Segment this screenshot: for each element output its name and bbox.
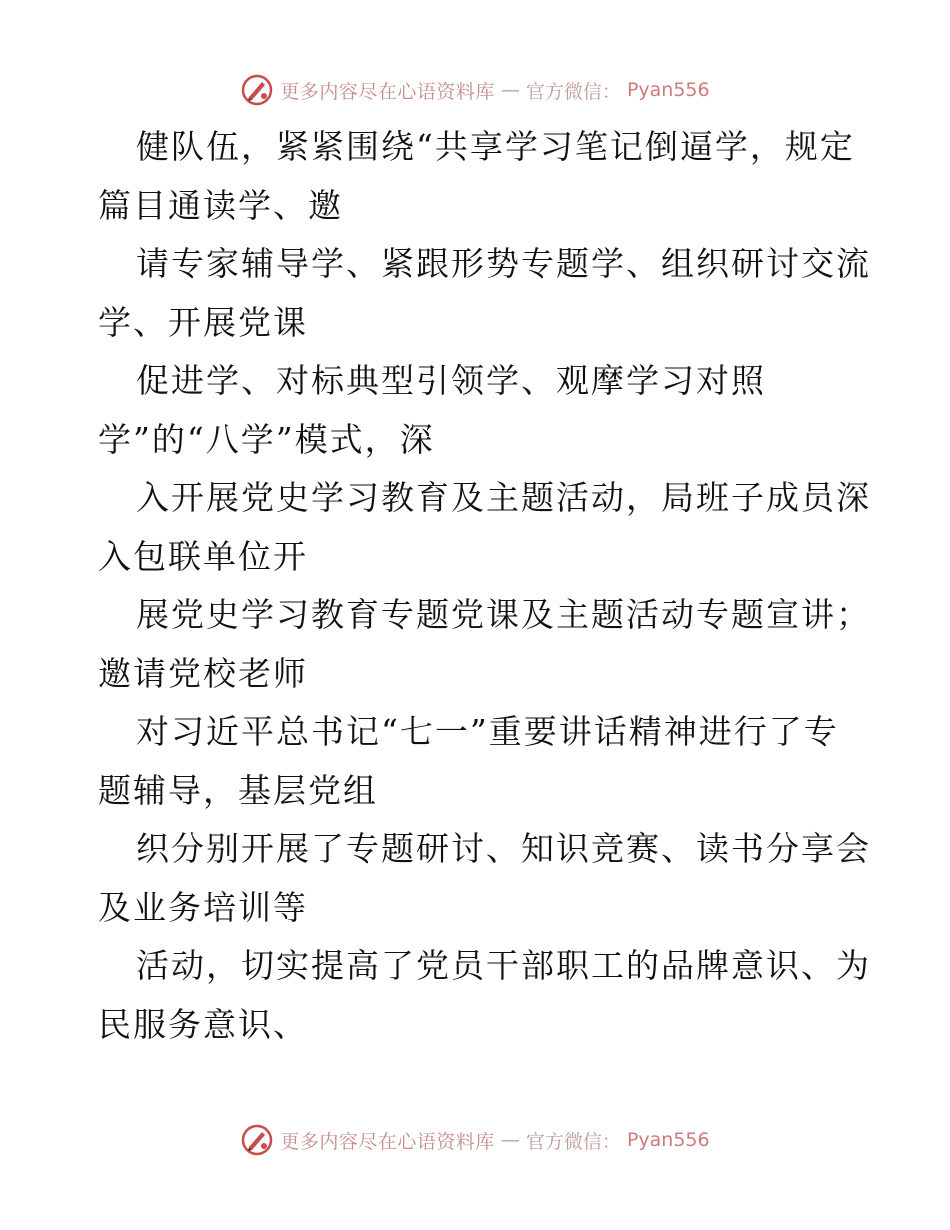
paragraph-line: 健队伍，紧紧围绕“共享学习笔记倒逼学，规定	[136, 127, 855, 166]
paragraph-line: 入包联单位开	[98, 536, 308, 576]
paragraph-line: 请专家辅导学、紧跟形势专题学、组织研讨交流	[136, 244, 871, 283]
paragraph-line: 织分别开展了专题研讨、知识竞赛、读书分享会	[136, 829, 871, 868]
paragraph-line: 及业务培训等	[98, 887, 308, 927]
watermark-wechat-label: 官方微信：	[525, 1130, 621, 1153]
paragraph-line: 题辅导，基层党组	[98, 770, 378, 810]
paragraph-line: 活动，切实提高了党员干部职工的品牌意识、为	[136, 946, 871, 985]
paragraph-line: 篇目通读学、邀	[98, 185, 343, 225]
watermark-wechat-id: Pyan556	[626, 79, 710, 101]
document-body	[98, 118, 871, 1054]
watermark-wechat-label: 官方微信：	[525, 80, 621, 103]
paragraph-line: 民服务意识、	[98, 1004, 308, 1044]
paragraph-line: 展党史学习教育专题党课及主题活动专题宣讲；	[136, 595, 871, 634]
paragraph-line: 促进学、对标典型引领学、观摩学习对照	[136, 361, 766, 400]
paragraph-line: 邀请党校老师	[98, 653, 308, 693]
header-watermark	[0, 70, 950, 110]
pen-logo-icon	[240, 1123, 274, 1157]
paragraph-line: 对习近平总书记“七一”重要讲话精神进行了专	[136, 712, 839, 751]
watermark-site-text: 更多内容尽在心语资料库	[280, 1130, 495, 1153]
paragraph-line: 学”的“八学”模式，深	[98, 419, 435, 459]
footer-watermark	[0, 1120, 950, 1160]
pen-logo-icon	[240, 73, 274, 107]
paragraph-line: 学、开展党课	[98, 302, 308, 342]
watermark-dash: —	[500, 1129, 520, 1151]
watermark-dash: —	[500, 79, 520, 101]
watermark-site-text: 更多内容尽在心语资料库	[280, 80, 495, 103]
watermark-wechat-id: Pyan556	[626, 1129, 710, 1151]
paragraph-line: 入开展党史学习教育及主题活动，局班子成员深	[136, 478, 871, 517]
